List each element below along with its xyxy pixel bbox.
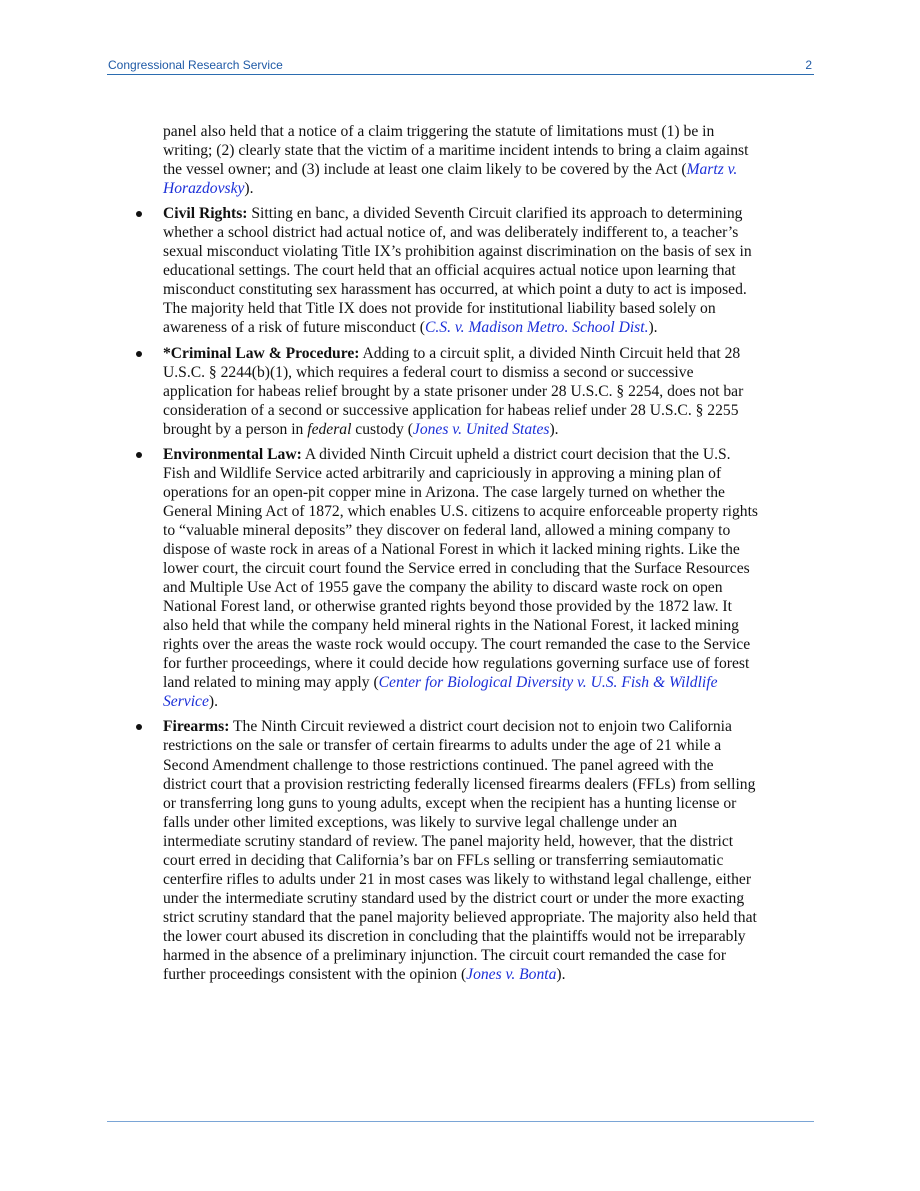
footer-divider: [107, 1121, 814, 1122]
header-publisher: Congressional Research Service: [108, 58, 283, 72]
intro-paragraph: panel also held that a notice of a claim triggering the statute of limitations must (1) be in writing; (2) clearly state that the victim of a maritime incident intends to bring a claim against the vessel owner; and (3) include at least one claim likely to be covered by the Act (Martz v. Horazdovsky).: [163, 123, 749, 198]
case-link-jones-bonta[interactable]: Jones v. Bonta: [466, 966, 557, 984]
item-label: Environmental Law:: [163, 445, 302, 463]
case-link-martz[interactable]: Martz v. Horazdovsky: [163, 161, 738, 198]
list-item-environmental-law: Environmental Law: A divided Ninth Circuit upheld a district court decision that the U.S. Fish and Wildlife Service acted arbitrarily and capriciously in approving a mining plan of operations for an open-pit copper mine in Arizona. The case largely turned on whether the General Mining Act of 1872, which enables U.S. citizens to acquire enforceable property rights to “valuable mineral deposits” they discover on federal land, allowed a mining company to dispose of waste rock in areas of a National Forest in which it lacked mining rights. Like the lower court, the circuit court found the Service erred in concluding that the Surface Resources and Multiple Use Act of 1955 gave the company the ability to discard waste rock on open National Forest land, or otherwise granted rights beyond those provided by the 1872 law. It also held that while the company held mineral rights in the National Forest, it lacked mining rights over the areas the waste rock would occupy. The court remanded the case to the Service for further proceedings, where it could decide how regulations governing surface use of forest land related to mining may apply (Center for Biological Diversity v. U.S. Fish & Wildlife Service).: [163, 445, 758, 712]
item-label: Firearms:: [163, 718, 230, 736]
bullet-icon: [136, 452, 142, 458]
case-link-jones-us[interactable]: Jones v. United States: [412, 420, 550, 438]
case-list: [163, 204, 758, 984]
case-link-cs-madison[interactable]: C.S. v. Madison Metro. School Dist.: [424, 319, 649, 337]
case-link-center-bio[interactable]: Center for Biological Diversity v. U.S. Fish & Wildlife Service: [163, 674, 718, 711]
item-label: *Criminal Law & Procedure:: [163, 344, 360, 362]
page-header: [107, 58, 814, 75]
list-item-firearms: Firearms: The Ninth Circuit reviewed a district court decision not to enjoin two California restrictions on the sale or transfer of certain firearms to adults under the age of 21 while a Second Amendment challenge to those restrictions continued. The panel agreed with the district court that a provision restricting federally licensed firearms dealers (FFLs) from selling or transferring long guns to young adults, except when the recipient has a hunting license or falls under other limited exceptions, was likely to survive legal challenge under an intermediate scrutiny standard of review. The panel majority held, however, that the district court erred in deciding that California’s bar on FFLs selling or transferring semiautomatic centerfire rifles to adults under 21 in most cases was likely to withstand legal challenge, either under the intermediate scrutiny standard used by the district court or under the more exacting strict scrutiny standard that the panel majority believed appropriate. The majority also held that the lower court abused its discretion in concluding that the plaintiffs would not be irreparably harmed in the absence of a preliminary injunction. The circuit court remanded the case for further proceedings consistent with the opinion (Jones v. Bonta).: [163, 717, 758, 984]
page-content: [163, 122, 758, 984]
page-number: 2: [805, 58, 812, 72]
list-item-civil-rights: Civil Rights: Sitting en banc, a divided Seventh Circuit clarified its approach to determining whether a school district had actual notice of, and was deliberately indifferent to, a teacher’s sexual misconduct violating Title IX’s prohibition against discrimination on the basis of sex in educational settings. The court held that an official acquires actual notice upon learning that misconduct constituting sex harassment has occurred, at which point a duty to act is imposed. The majority held that Title IX does not provide for institutional liability based solely on awareness of a risk of future misconduct (C.S. v. Madison Metro. School Dist.).: [163, 204, 758, 337]
bullet-icon: [136, 724, 142, 730]
bullet-icon: [136, 211, 142, 217]
item-label: Civil Rights:: [163, 205, 248, 223]
list-item-criminal-law: *Criminal Law & Procedure: Adding to a circuit split, a divided Ninth Circuit held that 28 U.S.C. § 2244(b)(1), which requires a federal court to dismiss a second or successive application for habeas relief brought by a state prisoner under 28 U.S.C. § 2254, does not bar consideration of a second or successive application for habeas relief under 28 U.S.C. § 2255 brought by a person in federal custody (Jones v. United States).: [163, 344, 758, 439]
bullet-icon: [136, 351, 142, 357]
